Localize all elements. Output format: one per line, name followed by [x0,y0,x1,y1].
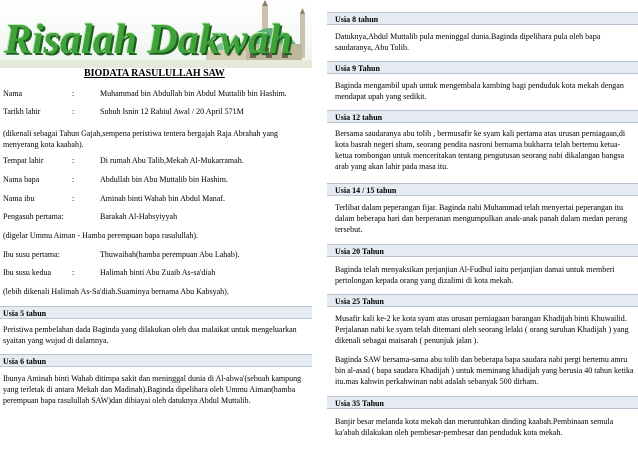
right-column [327,0,638,452]
bio-value-tarikh: Subuh Isnin 12 Rabiul Awal / 20 April 571M [100,107,244,116]
section-text-usia-6: Ibunya Aminah binti Wahab ditimpa sakit dan meninggal dunia di Al-abwa'(sebuah kampung yang terletak di antara Mekah dan Madinah).Baginda dipelihara oleh Ummu Aiman(hamba perempuan bapa rasulullah SAW)dan dibiayai oleh datuknya Abdul Muttalib. [3,374,302,405]
section-text-usia-35: Banjir besar melanda kota mekah dan meruntuhkan dinding kaabah.Pembinaan semula ka'abah dilakukan oleh pembesar-pembesar dan penduduk kota mekah. [335,417,614,437]
section-heading-usia-25: Usia 25 Tahun [327,294,638,307]
section-heading-usia-12: Usia 12 tahun [327,110,638,123]
bio-value-pengasuh: Barakah Al-Habsyiyyah [100,212,178,221]
section-heading-usia-9: Usia 9 Tahun [327,61,638,74]
bio-label-ibususu2: Ibu susu kedua [3,268,51,277]
bio-label-pengasuh: Pengasuh pertama: [3,212,64,221]
bio-value-nama: Muhammad bin Abdullah bin Abdul Muttalib bin Hashim. [100,89,287,98]
section-text-usia-20: Baginda telah menyaksikan perjanjian Al-Fudhul iaitu perjanjian damai untuk memberi pertolongan kepada orang yang dizalimi di kota mekah. [335,265,615,285]
section-heading-usia-5: Usia 5 tahun [0,306,312,319]
bio-label-ibu: Nama ibu [3,194,35,203]
bio-note-halimah: (lebih dikenali Halimah As-Sa'diah.Suaminya bernama Abu Kabsyah). [3,287,229,296]
bio-label-tarikh: Tarikh lahir [3,107,41,116]
section-text-usia-8: Datuknya,Abdul Muttalib pula meninggal dunia.Baginda dipelihara pula oleh bapa saudaranya, Abu Tolib. [335,32,601,52]
left-column [0,0,312,452]
bio-sep: : [72,194,75,203]
bio-value-ibususu2: Halimah binti Abu Zuaib As-sa'diah [100,268,216,277]
bio-note-tahun-gajah: (dikenali sebagai Tahun Gajah,sempena peristiwa tentera bergajah Raja Abrahah yang menyerang kota kaabah). [3,129,279,149]
bio-sep: : [72,107,75,116]
banner [0,0,312,68]
section-text-usia-5: Peristiwa pembelahan dada Baginda yang dilakukan oleh dua malaikat untuk mengeluarkan syaitan yang wujud di dalamnya. [3,325,297,345]
section-text-usia-12: Bersama saudaranya abu tolib , bermusafir ke syam kali pertama atas urusan perniagaan,di kota basrah negeri sham, seorang pendita nasroni bernama bukharra telah bertemu ketua-ketua rombongan untuk menceritakan tentang pengutusan seorang nabi dikalangan bangsa arab yang akan lahir pada masa itu. [335,129,626,171]
bio-label-bapa: Nama bapa [3,175,40,184]
section-heading-usia-20: Usia 20 Tahun [327,244,638,257]
bio-sep: : [72,89,75,98]
bio-sep: : [72,156,75,165]
section-heading-usia-6: Usia 6 tahun [0,354,312,367]
section-text-usia-25-b: Baginda SAW bersama-sama abu tolib dan beberapa bapa saudara nabi pergi bertemu amru bin al-asad ( bapa saudara Khadijah ) untuk meminang khadijah yang berusia 40 tahun ketika itu.mas kahwin perkahwinan nabi adalah sebanyak 500 dirham. [335,355,634,386]
biodata-heading: BIODATA RASULULLAH SAW [84,68,225,79]
bio-value-ibususu1: Thuwaibah(hamba perempuan Abu Lahab). [100,250,240,259]
banner-title: Risalah Dakwah [4,17,293,63]
section-heading-usia-8: Usia 8 tahun [327,12,638,25]
bio-label-nama: Nama [3,89,23,98]
bio-value-ibu: Aminah binti Wahab bin Abdul Manaf. [100,194,225,203]
section-heading-usia-35: Usia 35 Tahun [327,396,638,409]
section-text-usia-14-15: Terlibat dalam peperangan fijar. Baginda nabi Muhammad telah menyertai peperangan itu dalam beberapa hari dan berperanan mengumpulkan anak-anak panah dalam medan perang tersebut. [335,203,628,234]
bio-sep: : [72,268,75,277]
bio-value-tempat: Di rumah Abu Talib,Mekah Al-Mukarramah. [100,156,244,165]
bio-label-tempat: Tempat lahir [3,156,44,165]
section-text-usia-9: Baginda mengambil upah untuk mengembala kambing bagi penduduk kota mekah dengan mendapat upah yang sedikit. [335,81,624,101]
section-heading-usia-14-15: Usia 14 / 15 tahun [327,183,638,196]
bio-label-ibususu1: Ibu susu pertama: [3,250,60,259]
bio-note-ummu-aiman: (digelar Ummu Aiman - Hamba perempuan bapa rasulullah). [3,231,199,240]
section-text-usia-25: Musafir kali ke-2 ke kota syam atas urusan perniagaan barangan Khadijah binti Khuwailid. Perjalanan nabi ke syam telah ditemani oleh seorang lelaki ( orang suruhan Khadijah ) yang dikenali sebagai maisarah ( penunjuk jalan ). [335,314,629,345]
bio-sep: : [72,175,75,184]
bio-value-bapa: Abdullah bin Abu Muttalib bin Hashim. [100,175,228,184]
